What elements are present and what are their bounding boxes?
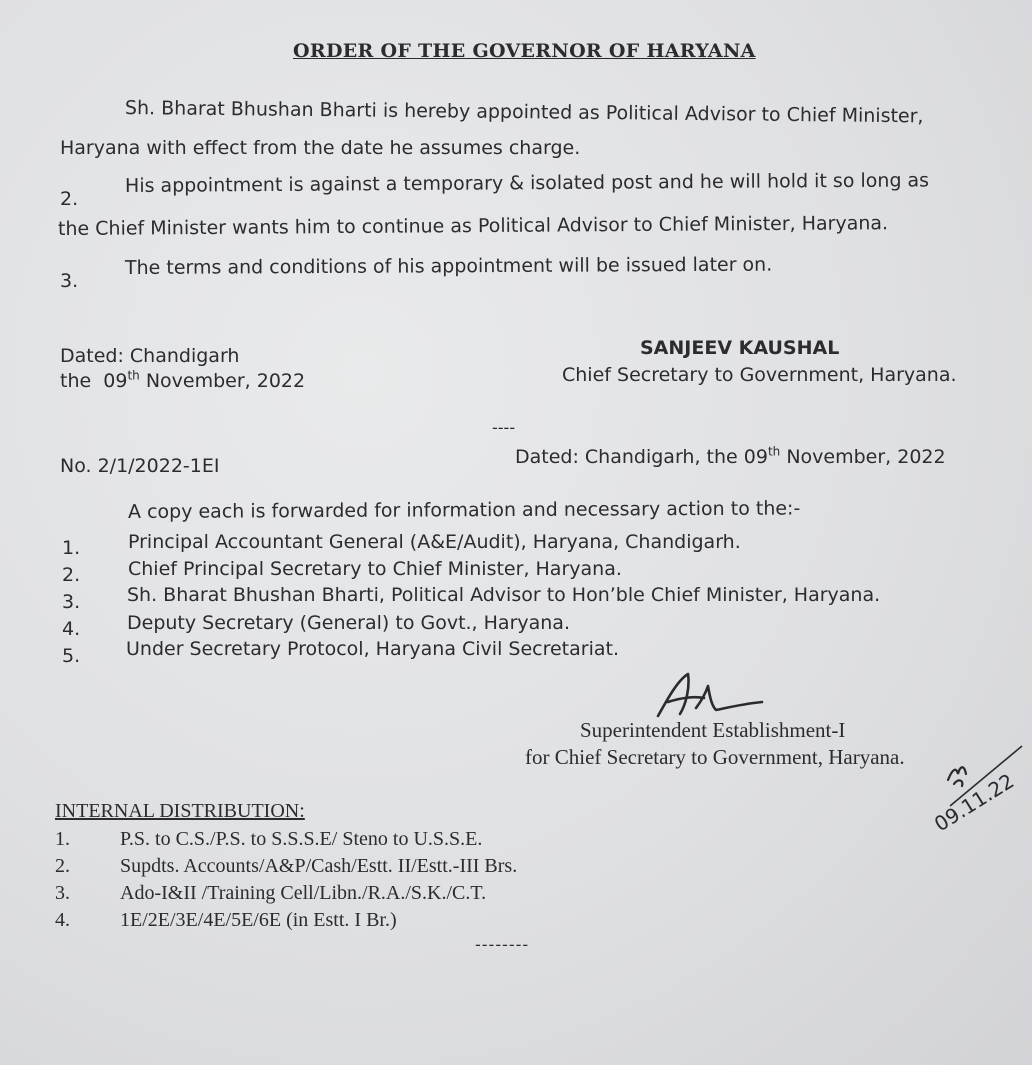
endorsement-signatory-title: Superintendent Establishment-I [580, 718, 846, 742]
initials-date-text: 09.11.22 [930, 768, 1019, 837]
endorsement-date [515, 446, 946, 468]
recipient-number: 1. [62, 537, 81, 559]
recipient-text: Under Secretary Protocol, Haryana Civil Secretariat. [126, 638, 619, 660]
distribution-text: P.S. to C.S./P.S. to S.S.S.E/ Steno to U.S.S.E. [120, 828, 483, 850]
signatory-designation: Chief Secretary to Government, Haryana. [562, 364, 957, 386]
endorsement-number: No. 2/1/2022-1EI [60, 455, 220, 477]
para1-line1: Sh. Bharat Bhushan Bharti is hereby appointed as Political Advisor to Chief Minister, [124, 97, 924, 128]
para2-line2: the Chief Minister wants him to continue as Political Advisor to Chief Minister, Haryana. [57, 212, 889, 240]
endorsement-day-suffix: th [767, 444, 781, 459]
distribution-text: 1E/2E/3E/4E/5E/6E (in Estt. I Br.) [120, 909, 397, 931]
internal-distribution-heading: INTERNAL DISTRIBUTION: [55, 800, 305, 822]
distribution-number: 4. [55, 909, 70, 931]
separator-dashes: ---- [492, 418, 516, 437]
para3-number: 3. [60, 270, 79, 292]
recipient-number: 2. [62, 564, 81, 586]
para2-number: 2. [60, 188, 79, 210]
recipient-text: Principal Accountant General (A&E/Audit), Haryana, Chandigarh. [128, 531, 741, 553]
distribution-text: Ado-I&II /Training Cell/Libn./R.A./S.K./C.T. [120, 882, 487, 904]
dated-place: Dated: Chandigarh [60, 345, 240, 367]
recipient-number: 4. [62, 618, 81, 640]
distribution-number: 3. [55, 882, 70, 904]
endorsement-month-year: November, 2022 [786, 446, 946, 468]
order-title: ORDER OF THE GOVERNOR OF HARYANA [293, 40, 756, 62]
recipient-text: Chief Principal Secretary to Chief Minister, Haryana. [128, 558, 622, 580]
distribution-number: 2. [55, 855, 70, 877]
dated-month-year: November, 2022 [145, 370, 306, 392]
endorsement-day: 09 [743, 446, 768, 468]
recipient-number: 3. [62, 591, 81, 613]
para1-line2: Haryana with effect from the date he assumes charge. [60, 137, 581, 159]
recipient-number: 5. [62, 645, 81, 667]
distribution-number: 1. [55, 828, 70, 850]
para3-line1: The terms and conditions of his appointment will be issued later on. [124, 253, 773, 279]
distribution-text: Supdts. Accounts/A&P/Cash/Estt. II/Estt.-III Brs. [120, 855, 518, 877]
dated-date [60, 370, 305, 392]
dated-day-suffix: th [127, 368, 140, 383]
recipient-text: Sh. Bharat Bhushan Bharti, Political Advisor to Hon’ble Chief Minister, Haryana. [127, 584, 881, 606]
dated-date-prefix: the [60, 370, 92, 392]
endorsement-signatory-for: for Chief Secretary to Government, Haryana. [525, 745, 905, 769]
initials-with-date [930, 740, 1030, 840]
para2-line1: His appointment is against a temporary & isolated post and he will hold it so long as [124, 169, 930, 197]
recipient-text: Deputy Secretary (General) to Govt., Haryana. [127, 612, 570, 634]
endorsement-dated-prefix: Dated: Chandigarh, the [515, 446, 738, 468]
forward-intro: A copy each is forwarded for information and necessary action to the:- [127, 497, 801, 523]
dated-day: 09 [103, 370, 128, 392]
bottom-separator: -------- [475, 935, 530, 954]
signatory-name: SANJEEV KAUSHAL [640, 337, 840, 359]
